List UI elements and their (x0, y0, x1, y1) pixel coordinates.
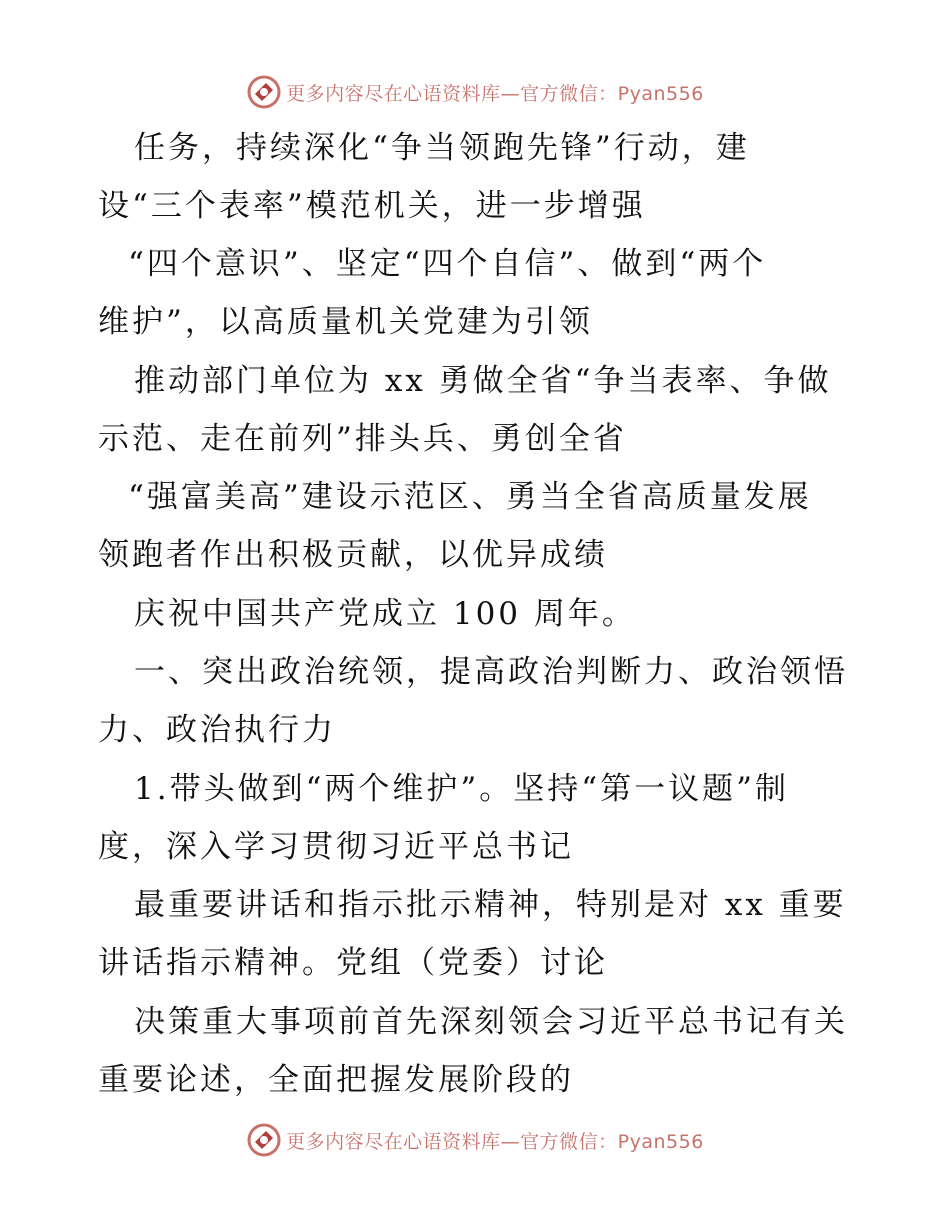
text-line: 决策重大事项前首先深刻领会习近平总书记有关 (134, 1004, 848, 1040)
text-line: 示范、走在前列”排头兵、勇创全省 (98, 421, 627, 457)
text-line: 力、政治执行力 (98, 712, 336, 748)
text-line: 一、突出政治统领，提高政治判断力、政治领悟 (134, 654, 848, 690)
watermark-text: 更多内容尽在心语资料库—官方微信：Pyan556 (286, 1130, 704, 1153)
text-line: 度，深入学习贯彻习近平总书记 (98, 829, 574, 865)
text-line: 设“三个表率”模范机关，进一步增强 (98, 188, 646, 224)
watermark-text: 更多内容尽在心语资料库—官方微信：Pyan556 (286, 82, 704, 105)
text-line: 最重要讲话和指示批示精神，特别是对 xx 重要 (134, 887, 847, 923)
footer-watermark (0, 1120, 950, 1160)
text-line: 维护”，以高质量机关党建为引领 (98, 304, 593, 340)
text-line: 1.带头做到“两个维护”。坚持“第一议题”制 (134, 771, 789, 807)
text-line: “四个意识”、坚定“四个自信”、做到“两个 (128, 246, 767, 282)
text-line: 讲话指示精神。党组（党委）讨论 (98, 945, 608, 981)
text-line: 庆祝中国共产党成立 100 周年。 (134, 596, 636, 632)
text-line: 任务，持续深化“争当领跑先锋”行动，建 (134, 130, 750, 166)
text-line: “强富美高”建设示范区、勇当全省高质量发展 (128, 479, 812, 515)
seal-logo-icon (246, 1122, 282, 1158)
text-line: 重要论述，全面把握发展阶段的 (98, 1062, 574, 1098)
text-line: 领跑者作出积极贡献，以优异成绩 (98, 537, 608, 573)
text-line: 推动部门单位为 xx 勇做全省“争当表率、争做 (134, 363, 832, 399)
